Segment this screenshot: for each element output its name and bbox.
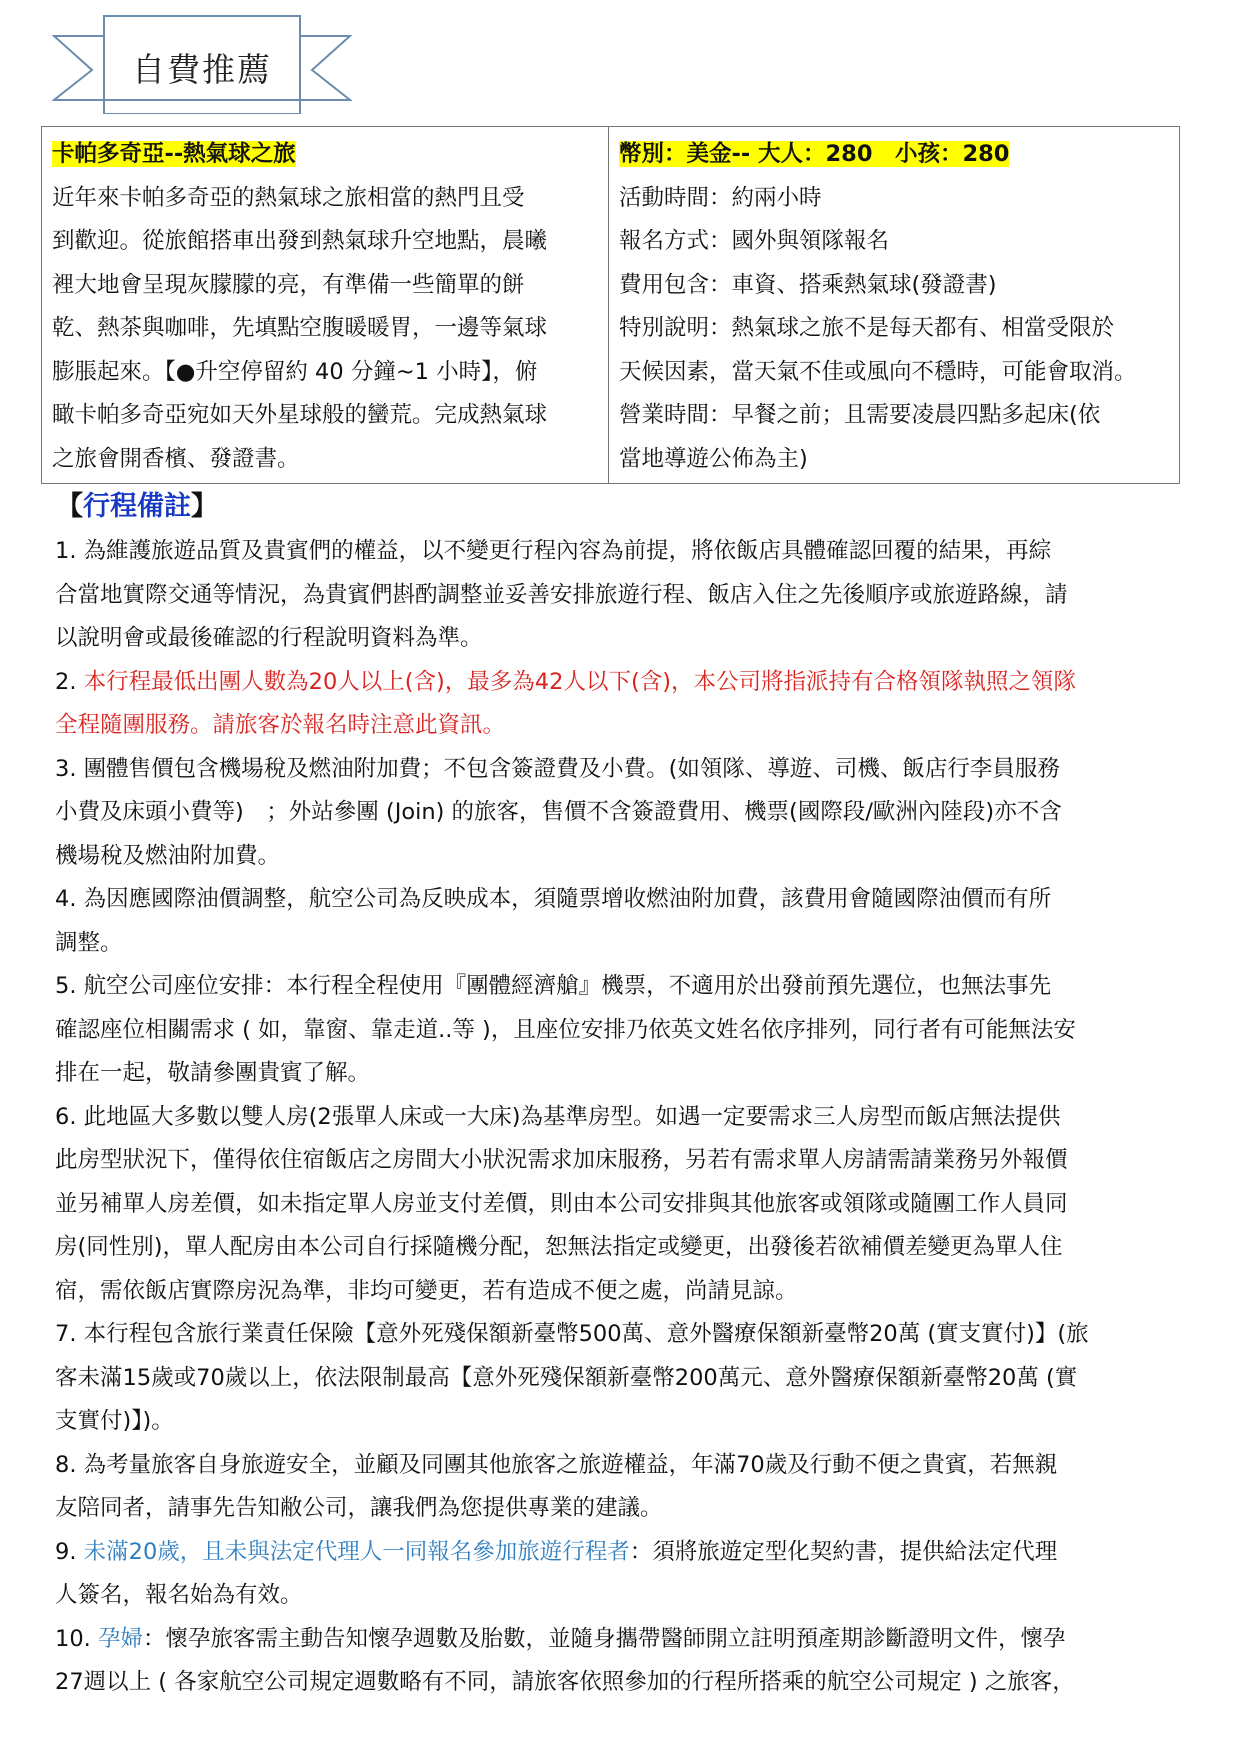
optional-tour-table xyxy=(41,126,1180,484)
heading-bracket-close: 】 xyxy=(191,491,218,522)
tour-description-line: 到歡迎。從旅館搭車出發到熱氣球升空地點，晨曦 xyxy=(52,228,548,254)
note-line: 8. 為考量旅客自身旅遊安全，並顧及同團其他旅客之旅遊權益，年滿70歲及行動不便之貴賓，若無親 xyxy=(55,1451,1058,1478)
tour-description-line: 膨脹起來。【●升空停留約 40 分鐘~1 小時】，俯 xyxy=(52,358,538,385)
tour-detail-line: 當地導遊公佈為主) xyxy=(619,445,808,472)
tour-detail-line: 報名方式：國外與領隊報名 xyxy=(619,228,890,254)
note-text: ：懷孕旅客需主動告知懷孕週數及胎數，並隨身攜帶醫師開立註明預產期診斷證明文件，懷孕 xyxy=(142,1625,1066,1652)
note-line: 3. 團體售價包含機場稅及燃油附加費；不包含簽證費及小費。(如領隊、導遊、司機、飯店行李員服務 xyxy=(55,755,1060,782)
note-8 xyxy=(55,1444,1185,1531)
note-line: 排在一起，敬請參團貴賓了解。 xyxy=(55,1060,371,1086)
note-line-red: 本行程最低出團人數為20人以上(含)，最多為42人以下(含)，本公司將指派持有合格領隊執照之領隊 xyxy=(83,668,1076,695)
note-6 xyxy=(55,1096,1185,1314)
note-line: 6. 此地區大多數以雙人房(2張單人床或一大床)為基準房型。如遇一定要需求三人房型而飯店無法提供 xyxy=(55,1103,1061,1130)
notes-list xyxy=(55,530,1185,1705)
note-7 xyxy=(55,1313,1185,1444)
note-line: 支實付)】)。 xyxy=(55,1408,174,1434)
note-9 xyxy=(55,1531,1185,1618)
note-line: 1. 為維護旅遊品質及貴賓們的權益，以不變更行程內容為前提，將依飯店具體確認回覆的結果，再綜 xyxy=(55,538,1052,564)
note-highlight-blue: 未滿20歲，且未與法定代理人一同報名參加旅遊行程者 xyxy=(83,1538,630,1565)
tour-description-line: 乾、熱茶與咖啡，先填點空腹暖暖胃，一邊等氣球 xyxy=(52,315,548,341)
note-4 xyxy=(55,878,1185,965)
note-line: 人簽名，報名始為有效。 xyxy=(55,1582,303,1608)
note-line: 7. 本行程包含旅行業責任保險【意外死殘保額新臺幣500萬、意外醫療保額新臺幣20萬 (實支實付)】(旅 xyxy=(55,1321,1089,1347)
note-line: 此房型狀況下，僅得依住宿飯店之房間大小狀況需求加床服務，另若有需求單人房請需請業務另外報價 xyxy=(55,1147,1068,1173)
note-highlight-blue: 孕婦 xyxy=(97,1625,143,1652)
tour-detail-line: 特別說明：熱氣球之旅不是每天都有、相當受限於 xyxy=(619,315,1115,341)
note-line: 客未滿15歲或70歲以上，依法限制最高【意外死殘保額新臺幣200萬元、意外醫療保額新臺幣20萬 (實 xyxy=(55,1364,1078,1391)
note-line: 並另補單人房差價，如未指定單人房並支付差價，則由本公司安排與其他旅客或領隊或隨團工作人員同 xyxy=(55,1190,1068,1217)
note-number: 2. xyxy=(55,668,84,695)
notes-heading-text: 行程備註 xyxy=(83,491,191,522)
note-line: 合當地實際交通等情況，為貴賓們斟酌調整並妥善安排旅遊行程、飯店入住之先後順序或旅遊路線，請 xyxy=(55,581,1068,608)
tour-price: 幣別：美金-- 大人：280 小孩：280 xyxy=(619,141,1010,167)
tour-detail-line: 活動時間：約兩小時 xyxy=(619,184,822,211)
tour-description-line: 近年來卡帕多奇亞的熱氣球之旅相當的熱門且受 xyxy=(52,184,525,211)
note-10 xyxy=(55,1618,1185,1705)
note-line: 房(同性別)，單人配房由本公司自行採隨機分配，恕無法指定或變更，出發後若欲補價差變更為單人住 xyxy=(55,1234,1063,1260)
tour-description-cell xyxy=(42,127,609,484)
note-number: 10. xyxy=(55,1625,98,1652)
note-number: 9. xyxy=(55,1538,84,1565)
note-line: 4. 為因應國際油價調整，航空公司為反映成本，須隨票增收燃油附加費，該費用會隨國際油價而有所 xyxy=(55,886,1052,912)
note-1 xyxy=(55,530,1185,661)
heading-bracket-open: 【 xyxy=(56,491,83,522)
note-line-red: 全程隨團服務。請旅客於報名時注意此資訊。 xyxy=(55,712,506,738)
tour-details-cell xyxy=(609,127,1180,484)
note-line: 調整。 xyxy=(55,929,123,956)
tour-detail-line: 營業時間：早餐之前；且需要凌晨四點多起床(依 xyxy=(619,402,1101,428)
tour-description-line: 瞰卡帕多奇亞宛如天外星球般的蠻荒。完成熱氣球 xyxy=(52,402,548,428)
note-text: ：須將旅遊定型化契約書，提供給法定代理 xyxy=(629,1538,1058,1565)
tour-detail-line: 費用包含：車資、搭乘熱氣球(發證書) xyxy=(619,271,997,298)
note-line: 27週以上 ( 各家航空公司規定週數略有不同，請旅客依照參加的行程所搭乘的航空公司規定 ) 之旅客， xyxy=(55,1669,1075,1695)
note-line: 機場稅及燃油附加費。 xyxy=(55,842,281,869)
banner-title: 自費推薦 xyxy=(132,50,272,89)
tour-title: 卡帕多奇亞--熱氣球之旅 xyxy=(52,141,296,167)
note-line: 宿，需依飯店實際房況為準，非均可變更，若有造成不便之處，尚請見諒。 xyxy=(55,1277,798,1304)
note-line: 以說明會或最後確認的行程說明資料為準。 xyxy=(55,625,483,651)
notes-heading xyxy=(56,484,218,523)
note-2 xyxy=(55,661,1185,748)
note-3 xyxy=(55,748,1185,879)
section-banner xyxy=(52,14,352,114)
note-line: 友陪同者，請事先告知敝公司，讓我們為您提供專業的建議。 xyxy=(55,1495,663,1521)
note-line: 小費及床頭小費等) ；外站參團 (Join) 的旅客，售價不含簽證費用、機票(國際段/歐洲內陸段)亦不含 xyxy=(55,799,1062,825)
tour-description-line: 之旅會開香檳、發證書。 xyxy=(52,445,300,472)
note-line: 確認座位相關需求 ( 如，靠窗、靠走道..等 )，且座位安排乃依英文姓名依序排列，同行者有可能無法安 xyxy=(55,1016,1076,1043)
note-line: 5. 航空公司座位安排：本行程全程使用『團體經濟艙』機票，不適用於出發前預先選位，也無法事先 xyxy=(55,973,1052,999)
note-5 xyxy=(55,965,1185,1096)
tour-detail-line: 天候因素，當天氣不佳或風向不穩時，可能會取消。 xyxy=(619,358,1137,385)
tour-description-line: 裡大地會呈現灰朦朦的亮，有準備一些簡單的餅 xyxy=(52,271,525,298)
